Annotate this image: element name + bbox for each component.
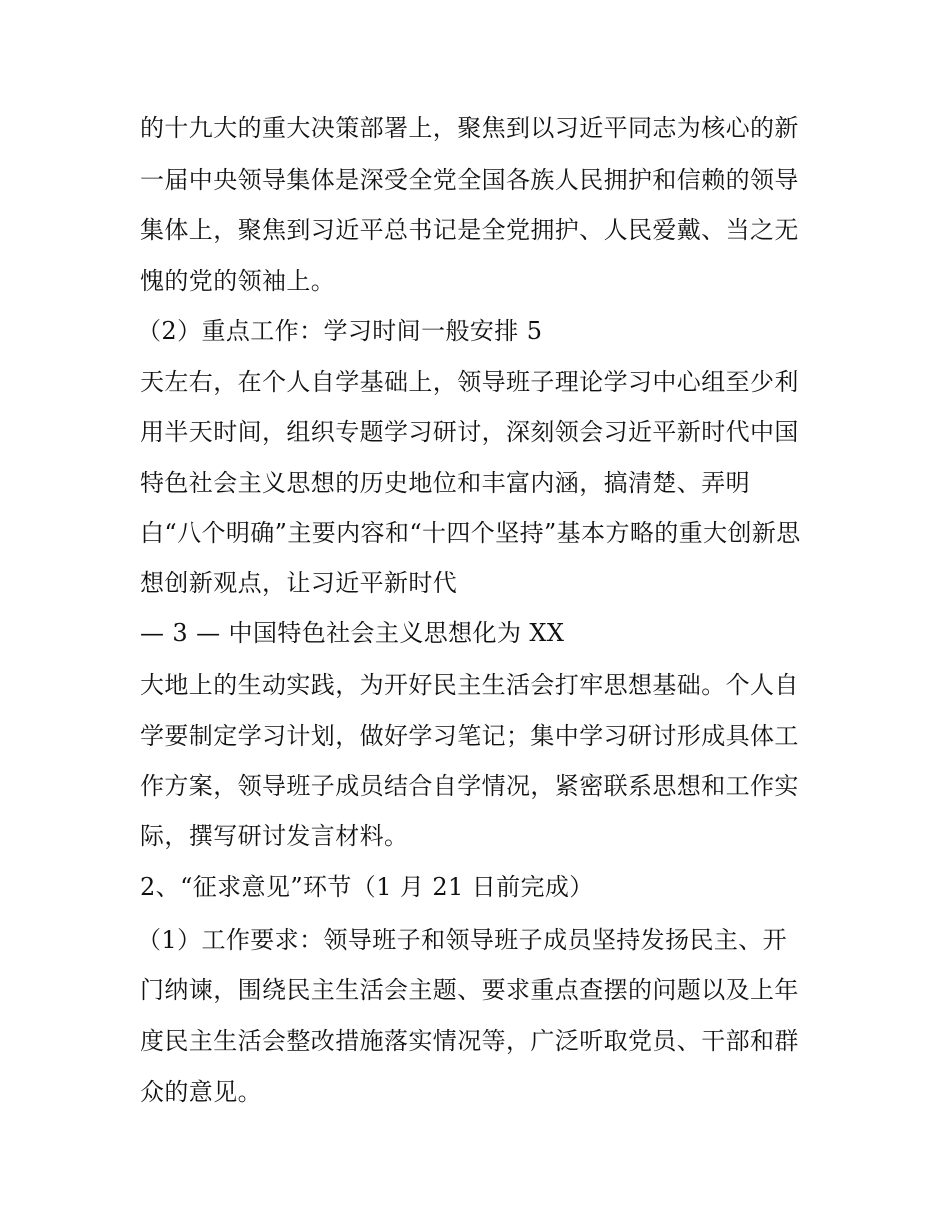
text-line: 众的意见。 bbox=[140, 1078, 262, 1106]
text-line: 学要制定学习计划，做好学习笔记；集中学习研讨形成具体工 bbox=[140, 722, 799, 750]
text-line: 作方案，领导班子成员结合自学情况，紧密联系思想和工作实 bbox=[140, 772, 799, 800]
text-line: 门纳谏，围绕民主生活会主题、要求重点查摆的问题以及上年 bbox=[140, 976, 799, 1004]
text-line: 愧的党的领袖上。 bbox=[140, 267, 336, 295]
text-line: 一届中央领导集体是深受全党全国各族人民拥护和信赖的领导 bbox=[140, 166, 799, 194]
text-line: 大地上的生动实践，为开好民主生活会打牢思想基础。个人自 bbox=[140, 671, 799, 699]
text-line: 想创新观点，让习近平新时代 bbox=[140, 569, 458, 597]
text-line: 白“八个明确”主要内容和“十四个坚持”基本方略的重大创新思 bbox=[140, 519, 801, 547]
text-line: 特色社会主义思想的历史地位和丰富内涵，搞清楚、弄明 bbox=[140, 469, 750, 497]
section-heading: （1）工作要求：领导班子和领导班子成员坚持发扬民主、开 bbox=[137, 926, 788, 954]
text-line: 用半天时间，组织专题学习研讨，深刻领会习近平新时代中国 bbox=[140, 418, 799, 446]
text-line: 际，撰写研讨发言材料。 bbox=[140, 822, 409, 850]
text-line: 的十九大的重大决策部署上，聚焦到以习近平同志为核心的新 bbox=[140, 114, 799, 142]
text-line: 度民主生活会整改措施落实情况等，广泛听取党员、干部和群 bbox=[140, 1027, 799, 1055]
text-line: 集体上，聚焦到习近平总书记是全党拥护、人民爱戴、当之无 bbox=[140, 216, 799, 244]
section-heading: （2）重点工作：学习时间一般安排 5 bbox=[137, 317, 543, 345]
section-heading: 2、“征求意见”环节（1 月 21 日前完成） bbox=[140, 873, 594, 901]
text-line: 天左右，在个人自学基础上，领导班子理论学习中心组至少利 bbox=[140, 368, 799, 396]
page-number-line: — 3 — 中国特色社会主义思想化为 XX bbox=[140, 619, 565, 647]
